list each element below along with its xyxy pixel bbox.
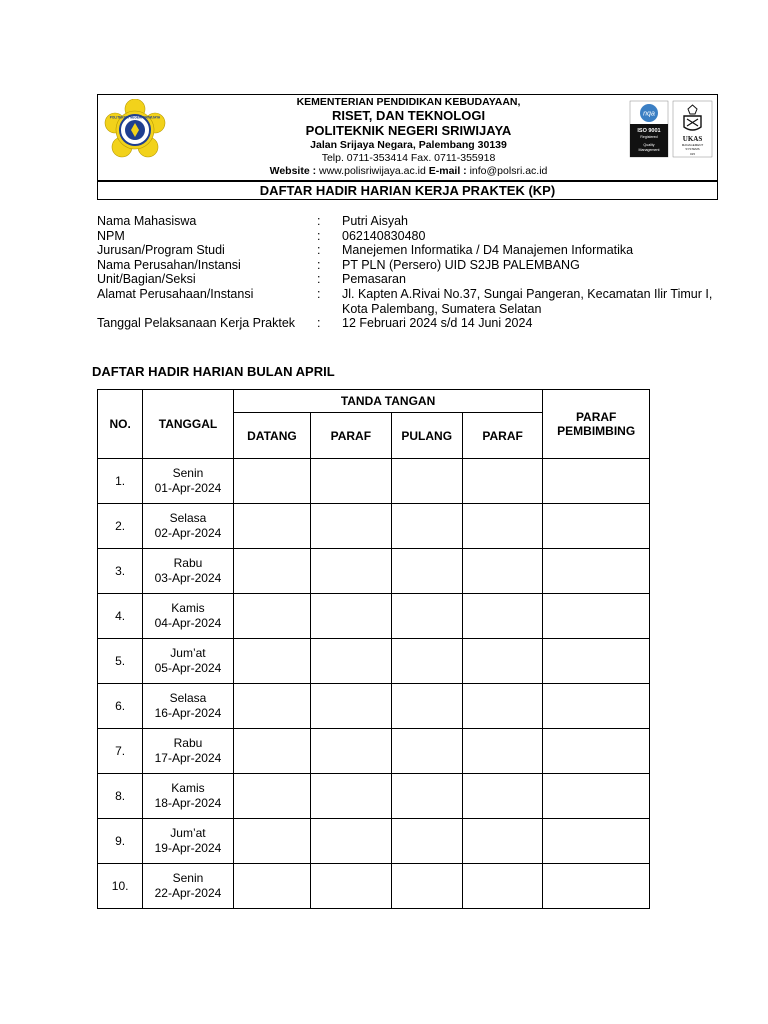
row-number: 8. [98,774,143,819]
table-row [98,549,650,594]
table-row [98,864,650,909]
cell-pulang [391,459,462,504]
website-link: www.polisriwijaya.ac.id [319,165,426,177]
col-header-paraf-datang: PARAF [311,413,391,459]
cell-paraf-pembimbing [543,594,650,639]
row-number: 9. [98,819,143,864]
cell-paraf-pulang [462,549,542,594]
cell-datang [233,684,310,729]
col-header-no: NO. [98,390,143,459]
info-value: 062140830480 [342,228,426,243]
letterhead-top [98,95,717,182]
info-value: 12 Februari 2024 s/d 14 Juni 2024 [342,316,533,331]
letterhead [97,94,718,200]
row-day: Kamis [171,781,205,795]
row-day: Rabu [173,736,203,750]
ukas-sub2: SYSTEMS [685,147,700,151]
info-colon: : [317,272,321,287]
cell-pulang [391,819,462,864]
row-date-value: 04-Apr-2024 [154,616,222,630]
cell-paraf-pulang [462,459,542,504]
row-date-value: 18-Apr-2024 [154,796,222,810]
row-date [143,819,233,864]
info-label: Tanggal Pelaksanaan Kerja Praktek [97,316,296,331]
cell-datang [233,729,310,774]
iso-text: ISO 9001 [637,128,661,134]
cell-paraf-pulang [462,864,542,909]
info-colon: : [317,316,321,331]
info-label: Unit/Bagian/Seksi [97,272,196,287]
cell-datang [233,459,310,504]
cell-pulang [391,864,462,909]
polsri-logo-icon [104,99,166,161]
certification-logos-icon [629,100,713,158]
section-title: DAFTAR HADIR HARIAN BULAN APRIL [92,364,335,379]
col-header-pulang: PULANG [391,413,462,459]
row-date [143,684,233,729]
cell-pulang [391,729,462,774]
website-label: Website : [269,165,317,177]
info-label: Nama Perusahan/Instansi [97,257,241,272]
cell-paraf-datang [311,864,391,909]
row-number: 1. [98,459,143,504]
ministry-line2: RISET, DAN TEKNOLOGI [331,108,486,123]
col-header-tanda-tangan: TANDA TANGAN [233,390,543,413]
cell-datang [233,594,310,639]
row-date [143,549,233,594]
row-number: 3. [98,549,143,594]
cell-paraf-pembimbing [543,639,650,684]
paraf-pembimbing-line1: PARAF [575,410,617,424]
cell-paraf-pembimbing [543,729,650,774]
row-date-value: 22-Apr-2024 [154,886,222,900]
cell-pulang [391,549,462,594]
info-colon: : [317,286,321,301]
table-row [98,459,650,504]
col-header-paraf-pulang: PARAF [462,413,542,459]
info-label: NPM [97,228,125,243]
row-day: Jum’at [170,826,206,840]
cell-paraf-pembimbing [543,549,650,594]
cell-paraf-pulang [462,504,542,549]
cell-datang [233,639,310,684]
info-colon: : [317,243,321,258]
row-number: 2. [98,504,143,549]
table-row [98,819,650,864]
row-date [143,639,233,684]
table-row [98,504,650,549]
cell-paraf-pembimbing [543,459,650,504]
cell-paraf-datang [311,459,391,504]
cell-paraf-datang [311,639,391,684]
row-number: 7. [98,729,143,774]
info-value: PT PLN (Persero) UID S2JB PALEMBANG [342,257,580,272]
info-label: Alamat Perusahaan/Instansi [97,286,254,301]
row-date [143,459,233,504]
cell-paraf-pembimbing [543,819,650,864]
cell-paraf-pembimbing [543,504,650,549]
info-colon: : [317,214,321,228]
row-date-value: 19-Apr-2024 [154,841,222,855]
row-date-value: 16-Apr-2024 [154,706,222,720]
table-row [98,639,650,684]
cell-paraf-pulang [462,729,542,774]
info-colon: : [317,228,321,243]
info-value: Manejemen Informatika / D4 Manajemen Informatika [342,243,634,258]
row-day: Jum’at [170,646,206,660]
info-value: Pemasaran [342,272,406,287]
cell-paraf-datang [311,594,391,639]
row-date-value: 03-Apr-2024 [154,571,222,585]
cell-paraf-datang [311,549,391,594]
cell-paraf-datang [311,504,391,549]
cell-paraf-pembimbing [543,774,650,819]
row-number: 10. [98,864,143,909]
row-date-value: 05-Apr-2024 [154,661,222,675]
cell-datang [233,549,310,594]
quality-text: Quality [643,143,655,147]
institution-address: Jalan Srijaya Negara, Palembang 30139 [310,139,507,151]
row-day: Senin [172,871,204,885]
attendance-table [97,389,650,909]
cell-paraf-pembimbing [543,684,650,729]
cell-paraf-datang [311,819,391,864]
row-date [143,864,233,909]
row-date [143,504,233,549]
email-link: info@polsri.ac.id [469,165,548,177]
document-title: DAFTAR HADIR HARIAN KERJA PRAKTEK (KP) [259,183,556,198]
row-date [143,594,233,639]
row-day: Selasa [169,691,207,705]
paraf-pembimbing-line2: PEMBIMBING [557,424,636,438]
cell-paraf-datang [311,774,391,819]
cell-paraf-pulang [462,594,542,639]
info-label: Jurusan/Program Studi [97,243,225,258]
ministry-line1: KEMENTERIAN PENDIDIKAN KEBUDAYAAN, [296,96,521,108]
institution-name: POLITEKNIK NEGERI SRIWIJAYA [305,123,512,138]
ukas-num: 015 [689,152,696,156]
row-number: 6. [98,684,143,729]
cell-datang [233,504,310,549]
col-header-datang: DATANG [233,413,310,459]
row-number: 4. [98,594,143,639]
ukas-sub1: MANAGEMENT [681,143,704,147]
cell-paraf-pulang [462,639,542,684]
table-row [98,594,650,639]
logo-text: POLITEKNIK NEGERI SRIWIJAYA [109,115,161,120]
info-value: Putri Aisyah [342,214,409,228]
email-label: E-mail : [428,165,467,177]
cell-paraf-datang [311,684,391,729]
row-date [143,729,233,774]
cell-paraf-pulang [462,684,542,729]
management-text: Management [638,148,660,152]
cell-pulang [391,684,462,729]
col-header-tanggal: TANGGAL [143,390,233,459]
cell-pulang [391,594,462,639]
phone-fax: Telp. 0711-353414 Fax. 0711-355918 [321,152,496,164]
row-day: Rabu [173,556,203,570]
cell-pulang [391,774,462,819]
cell-paraf-pembimbing [543,864,650,909]
col-header-paraf-pembimbing [543,390,650,459]
row-day: Kamis [171,601,205,615]
cell-datang [233,864,310,909]
row-date-value: 17-Apr-2024 [154,751,222,765]
ukas-text: UKAS [682,135,703,143]
cell-datang [233,819,310,864]
info-colon: : [317,257,321,272]
row-date-value: 01-Apr-2024 [154,481,222,495]
table-row [98,729,650,774]
cell-datang [233,774,310,819]
row-day: Selasa [169,511,207,525]
contact-line [198,165,619,178]
cell-pulang [391,639,462,684]
row-date [143,774,233,819]
table-row [98,774,650,819]
nqa-text: nqa [643,110,655,118]
row-date-value: 02-Apr-2024 [154,526,222,540]
table-row [98,684,650,729]
info-value: Jl. Kapten A.Rivai No.37, Sungai Pangeran, Kecamatan Ilir Timur I, Kota Palembang, Sumatera Selatan [342,286,713,316]
letterhead-text [198,95,619,178]
cell-paraf-pulang [462,819,542,864]
info-label: Nama Mahasiswa [97,214,197,228]
cell-paraf-datang [311,729,391,774]
cell-pulang [391,504,462,549]
registered-text: Registered [640,135,658,139]
cell-paraf-pulang [462,774,542,819]
row-day: Senin [172,466,204,480]
row-number: 5. [98,639,143,684]
